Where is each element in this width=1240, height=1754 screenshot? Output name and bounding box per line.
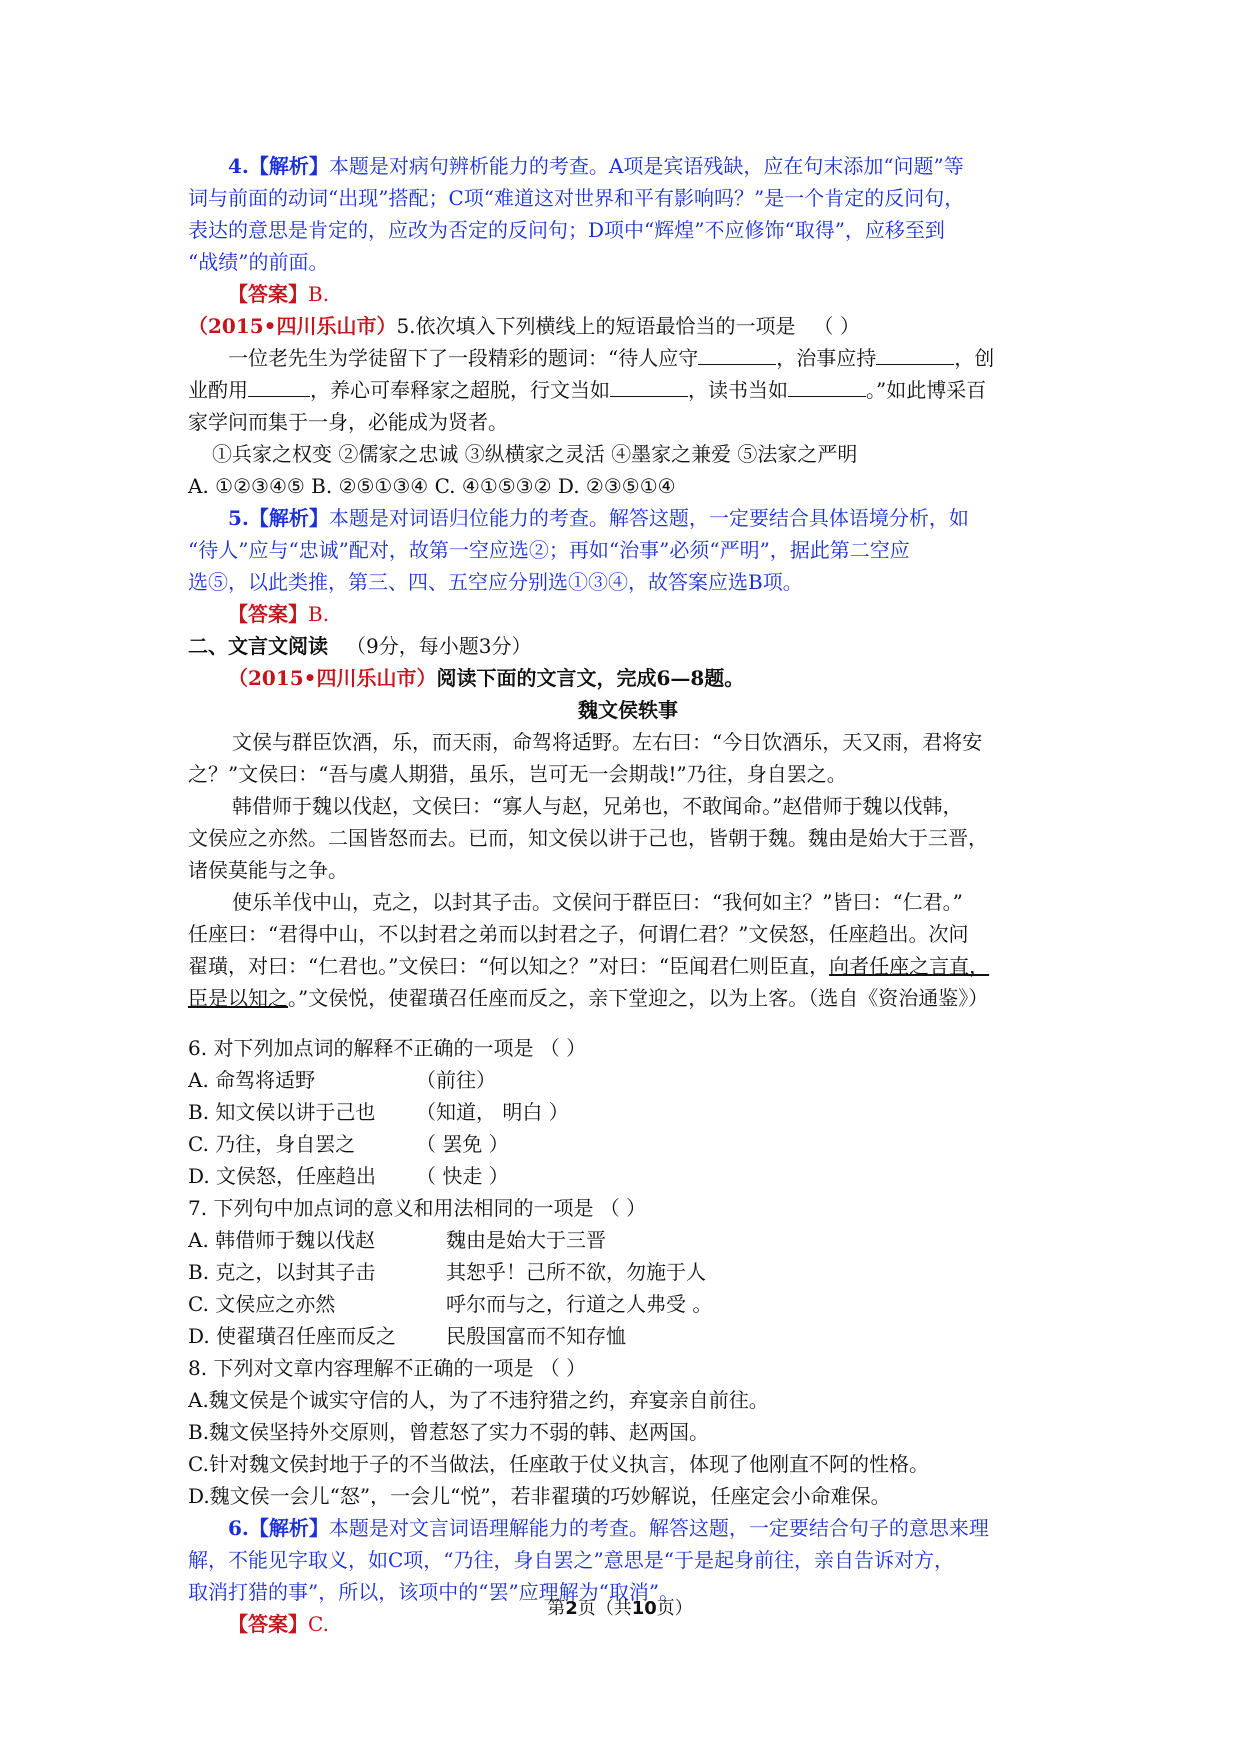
q8-option-b: B.魏文侯坚持外交原则，曾惹怒了实力不弱的韩、赵两国。 [188, 1420, 710, 1444]
document-page [188, 150, 1068, 1640]
q6-option-b: B. 知文侯以讲于己也 （知道， 明白 ） [188, 1100, 569, 1124]
section-title: 二、文言文阅读 （9分，每小题3分） [188, 634, 532, 658]
q6-analysis-line3: 取消打猎的事”，所以，该项中的“罢”应理解为“取消”。 [188, 1580, 680, 1604]
fill-blank [698, 342, 776, 365]
q6-option-c: C. 乃往，身自罢之 （ 罢免 ） [188, 1132, 509, 1156]
q5-analysis-line2: “待人”应与“忠诚”配对，故第一空应选②；再如“治事”必须“严明”，据此第二空应 [188, 538, 910, 562]
q6-analysis-line1: 6.【解析】本题是对文言词语理解能力的考查。解答这题，一定要结合句子的意思来理 [228, 1516, 989, 1540]
passage-line: 臣是以知之。”文侯悦，使翟璜召任座而反之，亲下堂迎之，以为上客。（选自《资治通鉴》） [188, 986, 989, 1010]
q6-answer: 【答案】C. [228, 1612, 329, 1636]
q7-option-a: A. 韩借师于魏以伐赵 魏由是始大于三晋 [188, 1228, 606, 1252]
fill-blank [248, 374, 310, 397]
q7-option-b: B. 克之，以封其子击 其恕乎！己所不欲，勿施于人 [188, 1260, 706, 1284]
question-8: 8. 下列对文章内容理解不正确的一项是 （ ） [188, 1356, 587, 1380]
underlined-sentence: 向者任座之言直， [829, 954, 990, 978]
q5-passage-line1: 一位老先生为学徒留下了一段精彩的题词：“待人应守 ，治事应持 ，创 [188, 342, 1068, 374]
passage-line: 诸侯莫能与之争。 [188, 858, 348, 882]
q5-choices: A. ①②③④⑤ B. ②⑤①③④ C. ④①⑤③② D. ②③⑤①④ [188, 474, 676, 498]
q5-answer: 【答案】B. [228, 602, 330, 626]
q5-passage-line3: 家学问而集于一身，必能成为贤者。 [188, 410, 508, 434]
passage-line: 文侯与群臣饮酒，乐，而天雨，命驾将适野。左右曰：“今日饮酒乐，天又雨，君将安 [232, 730, 983, 754]
q8-option-a: A.魏文侯是个诚实守信的人，为了不违狩猎之约，弃宴亲自前往。 [188, 1388, 769, 1412]
q5-options: ①兵家之权变 ②儒家之忠诚 ③纵横家之灵活 ④墨家之兼爱 ⑤法家之严明 [212, 442, 858, 466]
page-footer: 第2页（共10页） [547, 1598, 693, 1619]
q5-analysis-line1: 5.【解析】本题是对词语归位能力的考查。解答这题，一定要结合具体语境分析，如 [228, 506, 969, 530]
passage-line: 文侯应之亦然。二国皆怒而去。已而，知文侯以讲于己也，皆朝于魏。魏由是始大于三晋， [188, 826, 988, 850]
q6-analysis-line2: 解，不能见字取义，如C项，“乃往，身自罢之”意思是“于是起身前往，亲自告诉对方， [188, 1548, 954, 1572]
q5-stem: （2015•四川乐山市）5.依次填入下列横线上的短语最恰当的一项是 （ ） [188, 314, 860, 338]
q4-analysis-line4: “战绩”的前面。 [188, 250, 329, 274]
passage-line: 任座曰：“君得中山，不以封君之弟而以封君之子，何谓仁君？”文侯怒，任座趋出。次问 [188, 922, 969, 946]
q4-analysis-line2: 词与前面的动词“出现”搭配；C项“难道这对世界和平有影响吗？”是一个肯定的反问句， [188, 186, 965, 210]
q7-option-d: D. 使翟璜召任座而反之 民殷国富而不知存恤 [188, 1324, 626, 1348]
q6-option-d: D. 文侯怒，任座趋出 （ 快走 ） [188, 1164, 509, 1188]
passage-line: 翟璜，对曰：“仁君也。”文侯曰：“何以知之？”对曰：“臣闻君仁则臣直，向者任座之言直， [188, 954, 990, 978]
question-6: 6. 对下列加点词的解释不正确的一项是 （ ） [188, 1036, 587, 1060]
q4-analysis-line1: 4.【解析】本题是对病句辨析能力的考查。A项是宾语残缺，应在句末添加“问题”等 [228, 154, 964, 178]
q7-option-c: C. 文侯应之亦然 呼尔而与之，行道之人弗受 。 [188, 1292, 713, 1316]
question-7: 7. 下列句中加点词的意义和用法相同的一项是 （ ） [188, 1196, 647, 1220]
underlined-sentence: 臣是以知之 [188, 986, 288, 1010]
passage-heading: 魏文侯轶事 [578, 698, 678, 722]
q4-analysis-line3: 表达的意思是肯定的，应改为否定的反问句；D项中“辉煌”不应修饰“取得”，应移至到 [188, 218, 945, 242]
passage-line: 韩借师于魏以伐赵，文侯曰：“寡人与赵，兄弟也，不敢闻命。”赵借师于魏以伐韩， [232, 794, 963, 818]
passage-line: 使乐羊伐中山，克之，以封其子击。文侯问于群臣曰：“我何如主？”皆曰：“仁君。” [232, 890, 963, 914]
q6-option-a: A. 命驾将适野 （前往） [188, 1068, 496, 1092]
fill-blank [876, 342, 954, 365]
section-instruction: （2015•四川乐山市）阅读下面的文言文，完成6—8题。 [228, 666, 745, 690]
passage-line: 之？”文侯曰：“吾与虞人期猎，虽乐，岂可无一会期哉!”乃往，身自罢之。 [188, 762, 847, 786]
fill-blank [788, 374, 866, 397]
q4-answer: 【答案】B. [228, 282, 330, 306]
fill-blank [610, 374, 688, 397]
q8-option-c: C.针对魏文侯封地于子的不当做法，任座敢于仗义执言，体现了他刚直不阿的性格。 [188, 1452, 929, 1476]
q5-passage-line2: 业酌用 ，养心可奉释家之超脱，行文当如 ，读书当如 。”如此博采百 [188, 374, 1068, 406]
q8-option-d: D.魏文侯一会儿“怒”，一会儿“悦”，若非翟璜的巧妙解说，任座定会小命难保。 [188, 1484, 891, 1508]
q5-analysis-line3: 选⑤，以此类推，第三、四、五空应分别选①③④，故答案应选B项。 [188, 570, 803, 594]
